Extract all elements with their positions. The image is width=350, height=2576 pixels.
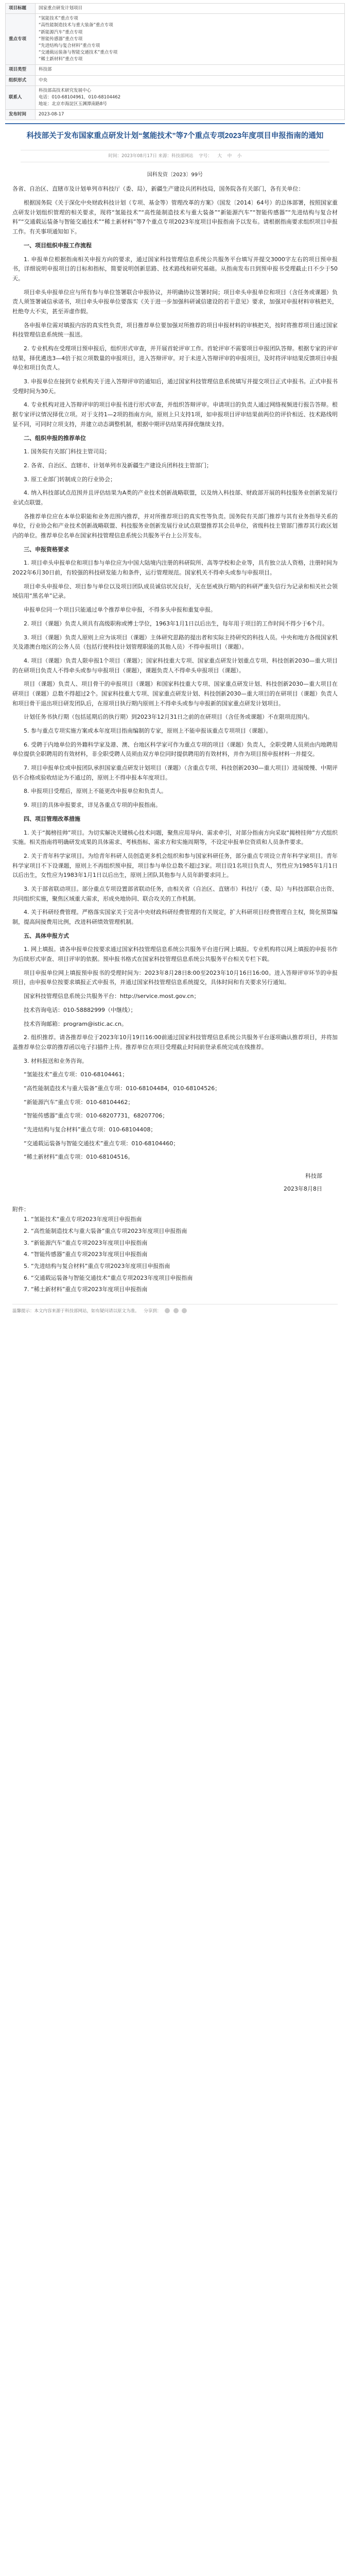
footer <box>12 1304 338 1315</box>
meta-value <box>36 110 345 120</box>
body-paragraph: 3. 申报单位在接到专业机构关于进入答辩评审的通知后，通过国家科技管理信息系统填写并提交项目正式申报书。正式申报书受理时间为30天。 <box>12 378 338 395</box>
body-paragraph: 1. 申报单位根据指南相关申报方向的要求，通过国家科技管理信息系统公共服务平台填写并提交3000字左右的项目预申报书，详细说明申报项目的目标和指标，简要说明创新思路、技术路线和研究基础。从指南发布日到预申报书受理截止日不少于50天。 <box>12 256 338 282</box>
meta-value <box>36 65 345 75</box>
body-paragraph: 项目牵头申报单位应与所有参与单位签署联合申报协议，并明确协议签署时间；项目牵头申报单位和项目（含任务或课题）负责人须签署诚信承诺书，项目牵头申报单位要落实《关于进一步加强科研诚信建设的若干意见》要求，加强对申报材料审核把关，杜绝夸大不实，甚至弄虚作假。 <box>12 289 338 315</box>
meta-value-line: “高性能制造技术与重大装备”重点专项 <box>39 23 113 28</box>
meta-key: 项目标题 <box>6 4 36 14</box>
meta-value-line: 中央 <box>39 77 48 83</box>
body-paragraph: “氢能技术”重点专项：010-68104461； <box>24 1071 128 1078</box>
meta-row <box>6 110 345 120</box>
meta-key: 项目类型 <box>6 65 36 75</box>
meta-value <box>36 86 345 110</box>
meta-value-line: 2023-08-17 <box>39 112 64 117</box>
attachments-title: 附件： <box>12 1206 29 1213</box>
meta-key: 重点专项 <box>6 14 36 65</box>
body-paragraph: 4. 纳入科技部试点范围并且评估结果为A类的产业技术创新战略联盟，以及纳入科技部、财政部开展的科技服务业创新发展行业试点联盟。 <box>12 489 338 506</box>
body-paragraph: 2. 组织推荐。请各推荐单位于2023年10月19日16:00前通过国家科技管理信息系统公共服务平台逐项确认推荐项目，并将加盖推荐单位公章的推荐函以电子扫描件上传。推荐单位在项目受理截止时间前登录系统完成在线推荐。 <box>12 1034 338 1050</box>
attachments-list <box>12 1215 338 1295</box>
body-paragraph: 各申报单位需对填报内容的真实性负责，项目推荐单位要加强对所推荐的项目申报材料的审核把关，按时将推荐项目通过国家科技管理信息系统统一报送。 <box>12 321 338 338</box>
share-block <box>144 1308 187 1315</box>
body-paragraph: 4. 专业机构对进入答辩评审的项目申报书进行形式审查，并组织答辩评审。申请项目的负责人通过网络视频进行报告答辩。根据专家评议情况择优立项。对于支持1—2项的指南方向，原则上只支持1项，如申报项目评审结果前两位的评价相近、技术路线明显不同，可同时立项支持，并建立动态调整机制，根据中期评估结果再择优继续支持。 <box>12 401 338 428</box>
share-qzone-icon[interactable] <box>182 1308 187 1313</box>
body-paragraph: 4. 项目（课题）负责人限申报1个项目（课题）；国家科技重大专项、国家重点研发计划重点专项、科技创新2030—重大项目的在研项目负责人不得牵头或参与申报项目（课题），课题负责人不得牵头申报项目（课题）。 <box>12 657 338 674</box>
font-size-large-link[interactable]: 大 <box>217 153 222 159</box>
article-title: 科技部关于发布国家重点研发计划“氢能技术”等7个重点专项2023年度项目申报指南的通知 <box>26 132 324 141</box>
body-paragraph: 技术咨询电话：010-58882999（中继线）； <box>24 1006 136 1013</box>
share-weibo-icon[interactable] <box>173 1308 179 1313</box>
body-paragraph: 2. 项目（课题）负责人须具有高级职称或博士学位，1963年1月1日以后出生，每年用于项目的工作时间不得少于6个月。 <box>24 620 328 627</box>
body-paragraph: 1. 关于“揭榜挂帅”项目。为切实解决关键核心技术问题，聚焦应用导向、需求牵引，对部分指南方向采取“揭榜挂帅”方式组织实施。相关指南将明确研发成果的具体需求、考核指标、需求方和实施周期等，不设定申报单位资质和人员条件要求。 <box>12 829 338 846</box>
document-number: 国科发资〔2023〕99号 <box>147 172 203 178</box>
attachment-link[interactable]: 6. “交通载运装备与智能交通技术”重点专项2023年度项目申报指南 <box>24 1274 193 1281</box>
meta-value-line: “新能源汽车”重点专项 <box>39 29 83 35</box>
meta-key: 联系人 <box>6 86 36 110</box>
signature-date: 2023年8月8日 <box>284 1185 322 1192</box>
body-paragraph: 3. 材料报送和业务咨询。 <box>24 1057 87 1064</box>
body-paragraph: 项目（课题）负责人、项目骨干的申报项目（课题）和国家科技重大专项、国家重点研发计划、科技创新2030—重大项目在研项目（课题）总数不得超过2个。国家科技重大专项、国家重点研发计划、科技创新2030—重大项目的在研项目（课题）负责人和项目骨干退出项目研发团队后，在原项目执行期内原则上不得牵头或参与申报新的国家重点研发计划项目。 <box>12 681 338 707</box>
meta-value-line: “智能传感器”重点专项 <box>39 36 83 42</box>
bottom-spacer <box>5 1315 345 1335</box>
body-paragraph: 各推荐单位应在本单位职能和业务范围内推荐，并对所推荐项目的真实性等负责。国务院有关部门推荐与其有业务指导关系的单位，行业协会和产业技术创新战略联盟、科技服务业创新发展行业试点联盟推荐其会员单位，省级科技主管部门推荐其行政区划内的单位。推荐单位名单在国家科技管理信息系统公共服务平台上公开发布。 <box>12 513 338 539</box>
body-paragraph: 7. 项目申报单位或申报团队承担国家重点研发计划项目（课题）（含重点专项、科技创新2030—重大项目）进展缓慢、中期评估不合格或验收结论为不通过的，原则上不得申报本年度项目。 <box>12 765 338 781</box>
body-paragraph: 申报单位同一个项目只能通过单个推荐单位申报，不得多头申报和重复申报。 <box>24 606 216 614</box>
meta-table-body <box>6 4 345 120</box>
meta-row <box>6 75 345 86</box>
attachment-link[interactable]: 5. “先进结构与复合材料”重点专项2023年度项目申报指南 <box>24 1262 170 1269</box>
meta-key: 组织形式 <box>6 75 36 86</box>
body-paragraph: 2. 专业机构在受理项目预申报后，组织形式审查，并开展首轮评审工作。首轮评审不需要项目申报团队答辩。根据专家的评审结果，择优遴选3—4倍于拟立项数量的申报项目，进入答辩评审。对于未进入答辩评审的申报项目，及时将评审结果反馈项目申报单位和项目负责人。 <box>12 345 338 371</box>
body-paragraph: “智能传感器”重点专项：010-68207731，68207706； <box>24 1112 168 1120</box>
body-paragraph: 3. 项目（课题）负责人原则上应为该项目（课题）主体研究思路的提出者和实际主持研究的科技人员。中央和地方各级国家机关及港澳台地区的公务人员（包括行使科技计划管理职能的其他人员）不得申报项目（课题）。 <box>12 634 338 651</box>
meta-value <box>36 4 345 14</box>
body-paragraph: 根据国务院《关于深化中央财政科技计划（专项、基金等）管理改革的方案》（国发〔2014〕64号）的总体部署，按照国家重点研发计划组织管理的相关要求，现将“氢能技术”“高性能制造技术与重大装备”“新能源汽车”“智能传感器”“先进结构与复合材料”“交通载运装备与智能交通技术”“稀土新材料”等7个重点专项2023年度项目申报指南予以发布。请根据指南要求组织项目申报工作。有关事项通知如下。 <box>12 199 338 235</box>
body-paragraph: “高性能制造技术与重大装备”重点专项：010-68104484，010-68104526； <box>24 1084 221 1092</box>
body-paragraph: 6. 受聘于内地单位的外籍科学家及港、澳、台地区科学家可作为重点专项的项目（课题）负责人，全职受聘人员须由内地聘用单位提供全职聘用的有效材料，非全职受聘人员须由双方单位同时提供聘用的有效材料，并作为项目预申报材料一并提交。 <box>12 741 338 758</box>
body-paragraph: 4. 关于科研经费管理。严格落实国家关于完善中央财政科研经费管理的有关规定，扩大科研项目经费管理自主权，简化预算编制，提高间接费用比例，改进科研绩效管理机制。 <box>12 909 338 926</box>
share-label: 分享到： <box>144 1308 162 1314</box>
body-paragraph: “交通载运装备与智能交通技术”重点专项：010-68104460； <box>24 1140 179 1147</box>
meta-value-line: “先进结构与复合材料”重点专项 <box>39 43 100 48</box>
body-paragraph: 计划任务书执行期（包括延期后的执行期）到2023年12月31日之前的在研项目（含任务或课题）不在限项范围内。 <box>24 714 313 721</box>
body-paragraph: 1. 项目牵头申报单位和项目参与单位应为中国大陆境内注册的科研院所、高等学校和企业等，具有独立法人资格，注册时间为2022年6月30日前，有较强的科技研发能力和条件，运行管理规范。国家机关不得牵头或参与申报项目。 <box>12 560 338 577</box>
meta-row <box>6 65 345 75</box>
body-paragraph: 技术咨询邮箱：program@istic.ac.cn。 <box>24 1020 127 1027</box>
font-size-label: 字号： <box>199 153 212 159</box>
meta-value <box>36 14 345 65</box>
section-heading: 三、申报资格要求 <box>24 546 69 553</box>
salutation: 各省、自治区、直辖市及计划单列市科技厅（委、局），新疆生产建设兵团科技局，国务院各有关部门，各有关单位： <box>12 185 304 193</box>
share-wechat-icon[interactable] <box>165 1308 170 1313</box>
signature-org: 科技部 <box>305 1173 322 1180</box>
meta-row <box>6 4 345 14</box>
meta-value-line: 地址：北京市海淀区玉渊潭南路8号 <box>39 101 107 107</box>
article-publish-info <box>21 150 329 162</box>
attachment-link[interactable]: 3. “新能源汽车”重点专项2023年度项目申报指南 <box>24 1239 148 1246</box>
attachment-link[interactable]: 4. “智能传感器”重点专项2023年度项目申报指南 <box>24 1251 148 1258</box>
paragraph-list <box>12 198 338 1162</box>
publish-info-text: 时间：2023年08月17日 来源：科技部网站 <box>108 153 194 159</box>
body-paragraph: “稀土新材料”重点专项：010-68104516。 <box>24 1154 134 1161</box>
body-paragraph: 项目申报单位网上填报预申报书的受理时间为：2023年8月28日8:00至2023年10月16日16:00。进入答辩评审环节的申报项目，由申报单位按要求填报正式申报书，并通过国家科技管理信息系统提交，具体时间和有关要求另行通知。 <box>12 969 338 986</box>
meta-row <box>6 86 345 110</box>
signature-block <box>12 1172 338 1194</box>
body-paragraph: 2. 关于青年科学家项目。为给青年科研人员创造更多机会组织和参与国家科研任务，部分重点专项设立青年科学家项目。青年科学家项目不下设课题，原则上不再组织预申报，项目参与单位总数不超过3家。项目设1名项目负责人，男性应为1985年1月1日以后出生，女性应为1983年1月1日以后出生，原则上团队其他参与人员年龄要求同上。 <box>12 852 338 879</box>
meta-value-line: “交通载运装备与智能交通技术”重点专项 <box>39 50 118 56</box>
section-heading: 一、项目组织申报工作流程 <box>24 242 92 249</box>
body-paragraph: 项目牵头申报单位、项目参与单位以及项目团队成员诚信状况良好，无在惩戒执行期内的科研严重失信行为记录和相关社会领域信用“黑名单”记录。 <box>12 583 338 600</box>
section-heading: 二、组织申报的推荐单位 <box>24 434 86 442</box>
footer-note: 温馨提示：本文内容来源于科技部网站，如有疑问请以原文为准。 <box>12 1308 139 1314</box>
body-paragraph: 1. 网上填报。请各申报单位按要求通过国家科技管理信息系统公共服务平台进行网上填报。专业机构将以网上填报的申报书作为后续形式审查、项目评审的依据。预申报书格式在国家科技管理信息系统公共服务平台相关专栏下载。 <box>12 946 338 963</box>
attachment-link[interactable]: 1. “氢能技术”重点专项2023年度项目申报指南 <box>24 1216 142 1223</box>
body-paragraph: 8. 申报项目受理后，原则上不能更改申报单位和负责人。 <box>24 788 167 795</box>
body-paragraph: 1. 国务院有关部门科技主管司局； <box>24 448 110 455</box>
article-body <box>5 184 345 1315</box>
body-paragraph: 国家科技管理信息系统公共服务平台：http://service.most.gov.cn； <box>24 993 200 1000</box>
meta-key: 发布时间 <box>6 110 36 120</box>
meta-value-line: “稀土新材料”重点专项 <box>39 57 83 62</box>
body-paragraph: 3. 原工业部门转制成立的行业协会； <box>24 476 116 483</box>
section-heading: 四、项目管理改革措施 <box>24 815 80 822</box>
meta-value-line: “氢能技术”重点专项 <box>39 16 78 22</box>
section-heading: 五、具体申报方式 <box>24 932 69 939</box>
meta-row <box>6 14 345 65</box>
font-size-medium-link[interactable]: 中 <box>227 153 232 159</box>
meta-value-line: 电话：010-68104961，010-68104462 <box>39 94 121 100</box>
meta-value-line: 国家重点研发计划项目 <box>39 6 83 11</box>
meta-value <box>36 75 345 86</box>
body-paragraph: “先进结构与复合材料”重点专项：010-68104408； <box>24 1126 156 1133</box>
attachment-link[interactable]: 2. “高性能制造技术与重大装备”重点专项2023年度项目申报指南 <box>24 1227 187 1234</box>
meta-value-line: 科技部高技术研究发展中心 <box>39 88 92 93</box>
attachment-link[interactable]: 7. “稀土新材料”重点专项2023年度项目申报指南 <box>24 1286 148 1293</box>
body-paragraph: 9. 项目的具体申报要求，详见各重点专项的申报指南。 <box>24 802 161 809</box>
meta-table <box>5 3 345 120</box>
meta-value-line: 科技部 <box>39 67 52 73</box>
font-size-small-link[interactable]: 小 <box>237 153 242 159</box>
body-paragraph: 3. 关于部省联动项目。部分重点专项设置部省联动任务，由相关省（自治区、直辖市）科技厅（委、局）与科技部联合出资、共同组织实施，聚焦区域重大需求，形成央地协同、联合攻关的工作机制。 <box>12 885 338 902</box>
body-paragraph: 2. 各省、自治区、直辖市、计划单列市及新疆生产建设兵团科技主管部门； <box>24 462 212 469</box>
body-paragraph: 5. 参与重点专项实施方案或本年度项目指南编制的专家，原则上不能申报该重点专项项目（课题）。 <box>24 727 272 735</box>
body-paragraph: “新能源汽车”重点专项：010-68104462； <box>24 1098 134 1106</box>
